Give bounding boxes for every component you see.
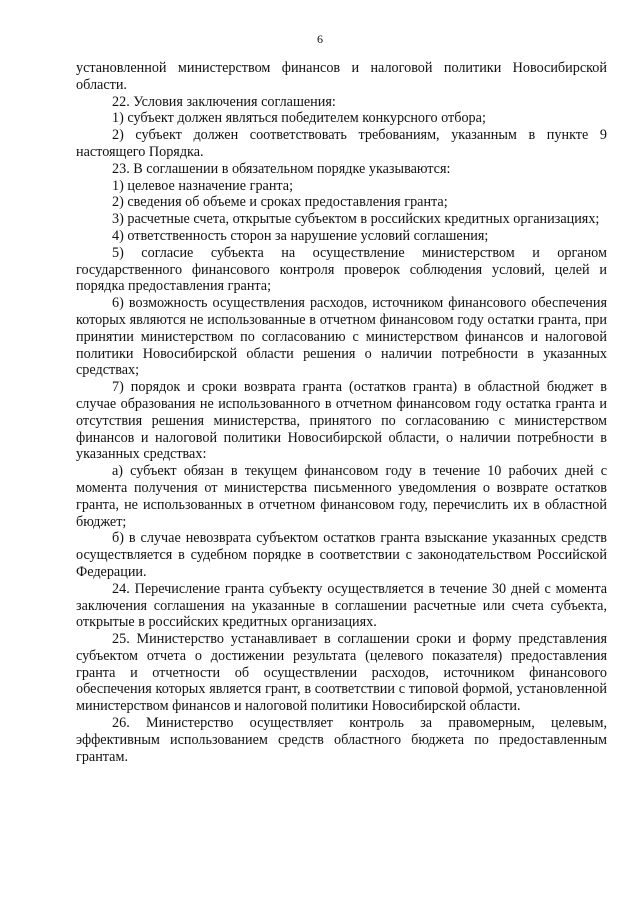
paragraph: 1) целевое назначение гранта;: [112, 177, 294, 194]
document-body: [76, 60, 607, 765]
paragraph: 2) субъект должен соответствовать требованиям, указанным в пункте 9 настоящего Порядка.: [76, 127, 607, 160]
paragraph: 23. В соглашении в обязательном порядке указываются:: [112, 160, 451, 177]
paragraph: а) субъект обязан в текущем финансовом году в течение 10 рабочих дней с момента получения от министерства письменного уведомления о возврате остатков гранта, не использованных в отчетном финансовом году, перечислить их в областной бюджет;: [76, 463, 607, 530]
paragraph: 1) субъект должен являться победителем конкурсного отбора;: [112, 110, 486, 127]
paragraph: 22. Условия заключения соглашения:: [112, 93, 336, 110]
page-number: 6: [317, 32, 323, 46]
paragraph: 7) порядок и сроки возврата гранта (остатков гранта) в областной бюджет в случае образования не использованного в отчетном финансовом году остатка гранта и отсутствия решения министерства, принятого по согласованию с министерством финансов и налоговой политики Новосибирской области, о наличии потребности в указанных средствах:: [76, 379, 607, 463]
paragraph: 6) возможность осуществления расходов, источником финансового обеспечения которых являются не использованные в отчетном финансовом году остатки гранта, при принятии министерством по согласованию с министерством финансов и налоговой политики Новосибирской области решения о наличии потребности в указанных средствах;: [76, 295, 607, 379]
paragraph: 25. Министерство устанавливает в соглашении сроки и форму представления субъектом отчета о достижении результата (целевого показателя) предоставления гранта и отчетности об осуществлении расходов, источником финансового обеспечения которых является грант, в соответствии с типовой формой, установленной министерством финансов и налоговой политики Новосибирской области.: [76, 631, 607, 715]
paragraph: 2) сведения об объеме и сроках предоставления гранта;: [112, 194, 448, 211]
paragraph: б) в случае невозврата субъектом остатков гранта взыскание указанных средств осуществляется в судебном порядке в соответствии с законодательством Российской Федерации.: [76, 530, 607, 580]
paragraph: 24. Перечисление гранта субъекту осуществляется в течение 30 дней с момента заключения соглашения на указанные в соглашении расчетные или счета субъекта, открытые в российских кредитных организациях.: [76, 580, 607, 631]
paragraph: 26. Министерство осуществляет контроль за правомерным, целевым, эффективным использованием средств областного бюджета по предоставленным грантам.: [76, 715, 607, 765]
paragraph: установленной министерством финансов и налоговой политики Новосибирской области.: [76, 60, 607, 93]
paragraph: 3) расчетные счета, открытые субъектом в российских кредитных организациях;: [112, 211, 600, 228]
paragraph: 5) согласие субъекта на осуществление министерством и органом государственного финансового контроля проверок соблюдения условий, целей и порядка предоставления гранта;: [76, 244, 607, 295]
paragraph: 4) ответственность сторон за нарушение условий соглашения;: [112, 227, 489, 244]
